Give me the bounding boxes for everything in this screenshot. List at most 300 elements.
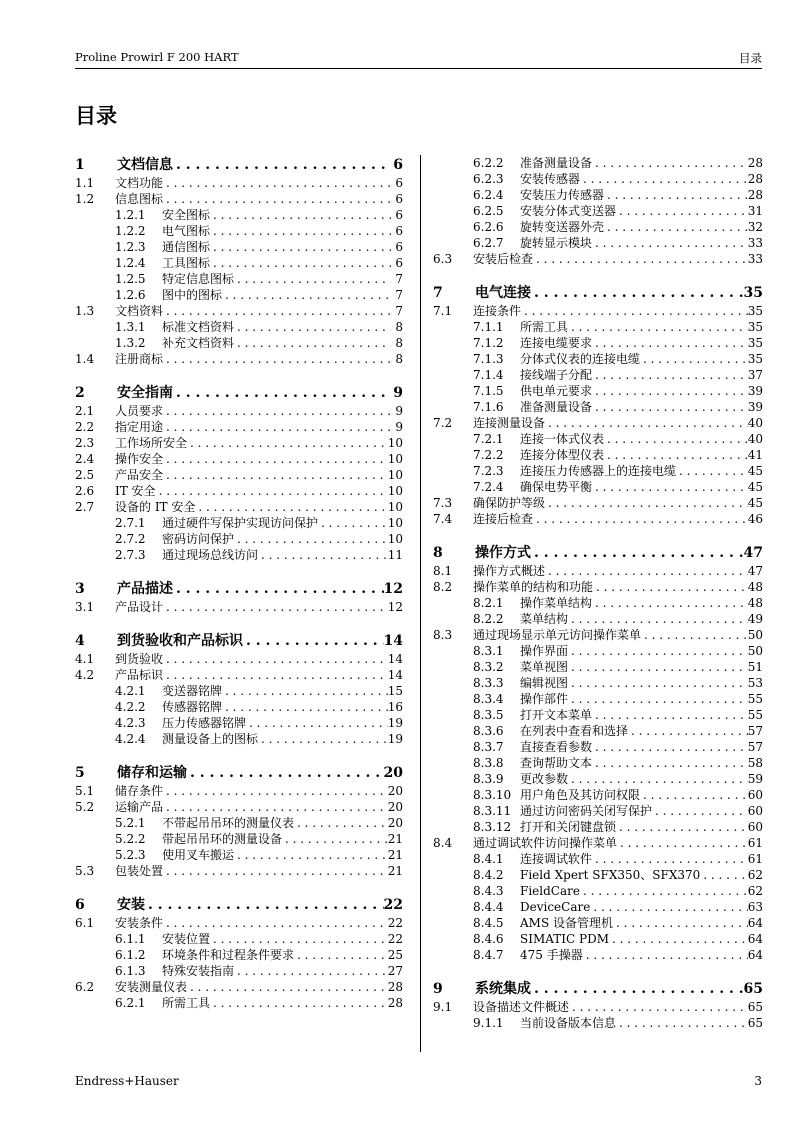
toc-entry-title: 用户角色及其访问权限 bbox=[520, 788, 641, 802]
toc-entry-page: 35 bbox=[747, 304, 763, 318]
toc-subsection-entry[interactable] bbox=[75, 207, 403, 223]
toc-entry-title: 运输产品 bbox=[115, 800, 164, 814]
toc-entry-title: 通过访问密码关闭写保护 bbox=[520, 804, 653, 818]
toc-subsection-entry[interactable] bbox=[433, 447, 763, 463]
toc-entry-line bbox=[520, 803, 763, 819]
toc-subsection-entry[interactable] bbox=[75, 699, 403, 715]
toc-entry-title: 连接后检查 bbox=[473, 512, 534, 526]
toc-entry-line bbox=[162, 715, 403, 731]
toc-subsection-entry[interactable] bbox=[433, 867, 763, 883]
toc-subsection-entry[interactable] bbox=[433, 319, 763, 335]
toc-section-entry[interactable] bbox=[433, 511, 763, 527]
toc-entry-page: 55 bbox=[747, 692, 763, 706]
toc-subsection-entry[interactable] bbox=[433, 479, 763, 495]
toc-entry-number: 4.2.1 bbox=[115, 684, 146, 698]
toc-dot-leader bbox=[210, 207, 391, 223]
toc-entry-number: 8.3.12 bbox=[473, 820, 512, 834]
toc-entry-page: 65 bbox=[743, 981, 763, 997]
toc-entry-page: 49 bbox=[747, 612, 763, 626]
toc-entry-page: 63 bbox=[747, 900, 763, 914]
toc-chapter-entry[interactable] bbox=[75, 895, 403, 915]
toc-section-entry[interactable] bbox=[75, 483, 403, 499]
toc-entry-page: 14 bbox=[383, 633, 403, 649]
toc-entry-page: 8 bbox=[395, 320, 403, 334]
toc-section-entry[interactable] bbox=[75, 499, 403, 515]
toc-section-entry[interactable] bbox=[75, 467, 403, 483]
toc-entry-number: 2.6 bbox=[75, 484, 95, 498]
toc-entry-page: 22 bbox=[383, 897, 403, 913]
toc-entry-title: 准备测量设备 bbox=[520, 400, 593, 414]
toc-spacer bbox=[75, 563, 403, 579]
toc-entry-number: 1.3.2 bbox=[115, 336, 146, 350]
toc-entry-title: 准备测量设备 bbox=[520, 156, 593, 170]
toc-subsection-entry[interactable] bbox=[75, 947, 403, 963]
toc-entry-page: 10 bbox=[387, 516, 403, 530]
toc-subsection-entry[interactable] bbox=[75, 931, 403, 947]
toc-entry-number: 1.3.1 bbox=[115, 320, 146, 334]
toc-entry-page: 62 bbox=[747, 868, 763, 882]
toc-entry-page: 46 bbox=[747, 512, 763, 526]
toc-entry-line bbox=[117, 763, 403, 783]
toc-section-entry[interactable] bbox=[75, 915, 403, 931]
toc-dot-leader bbox=[163, 175, 391, 191]
toc-subsection-entry[interactable] bbox=[75, 287, 403, 303]
toc-subsection-entry[interactable] bbox=[75, 515, 403, 531]
toc-entry-title: 储存和运输 bbox=[117, 765, 187, 781]
toc-dot-leader bbox=[234, 531, 388, 547]
toc-dot-leader bbox=[173, 579, 384, 599]
toc-subsection-entry[interactable] bbox=[433, 803, 763, 819]
toc-entry-page: 62 bbox=[747, 884, 763, 898]
toc-entry-line bbox=[520, 367, 763, 383]
toc-entry-line bbox=[520, 739, 763, 755]
toc-entry-number: 6.2.3 bbox=[473, 172, 504, 186]
toc-entry-line bbox=[520, 707, 763, 723]
toc-entry-number: 8.3.5 bbox=[473, 708, 504, 722]
toc-dot-leader bbox=[187, 435, 388, 451]
toc-dot-leader bbox=[568, 643, 748, 659]
toc-entry-line bbox=[115, 499, 403, 515]
toc-entry-page: 25 bbox=[387, 948, 403, 962]
toc-entry-title: 所需工具 bbox=[520, 320, 569, 334]
toc-dot-leader bbox=[258, 547, 388, 563]
toc-subsection-entry[interactable] bbox=[433, 883, 763, 899]
toc-subsection-entry[interactable] bbox=[433, 691, 763, 707]
toc-entry-number: 7.2.3 bbox=[473, 464, 504, 478]
toc-entry-number: 7.1.6 bbox=[473, 400, 504, 414]
toc-chapter-entry[interactable] bbox=[75, 155, 403, 175]
toc-entry-line bbox=[473, 495, 763, 511]
toc-entry-line bbox=[162, 207, 403, 223]
toc-entry-page: 35 bbox=[747, 336, 763, 350]
toc-entry-number: 8.4.3 bbox=[473, 884, 504, 898]
toc-dot-leader bbox=[210, 995, 388, 1011]
toc-entry-page: 41 bbox=[747, 448, 763, 462]
toc-entry-line bbox=[520, 351, 763, 367]
toc-dot-leader bbox=[163, 599, 388, 615]
toc-subsection-entry[interactable] bbox=[75, 319, 403, 335]
toc-section-entry[interactable] bbox=[75, 863, 403, 879]
toc-entry-line bbox=[162, 847, 403, 863]
toc-subsection-entry[interactable] bbox=[433, 787, 763, 803]
toc-subsection-entry[interactable] bbox=[433, 219, 763, 235]
toc-entry-number: 8.3.8 bbox=[473, 756, 504, 770]
toc-subsection-entry[interactable] bbox=[75, 715, 403, 731]
toc-section-entry[interactable] bbox=[75, 783, 403, 799]
toc-chapter-entry[interactable] bbox=[433, 979, 763, 999]
toc-entry-title: 传感器铭牌 bbox=[162, 700, 223, 714]
toc-entry-page: 64 bbox=[747, 916, 763, 930]
toc-dot-leader bbox=[163, 783, 388, 799]
toc-dot-leader bbox=[258, 731, 388, 747]
toc-subsection-entry[interactable] bbox=[433, 707, 763, 723]
toc-entry-title: 系统集成 bbox=[475, 981, 531, 997]
toc-entry-line bbox=[115, 783, 403, 799]
toc-section-entry[interactable] bbox=[75, 451, 403, 467]
toc-entry-title: Field Xpert SFX350、SFX370 bbox=[520, 868, 701, 882]
toc-subsection-entry[interactable] bbox=[433, 755, 763, 771]
toc-entry-title: 操作部件 bbox=[520, 692, 569, 706]
toc-entry-page: 37 bbox=[747, 368, 763, 382]
toc-entry-line bbox=[162, 815, 403, 831]
toc-subsection-entry[interactable] bbox=[75, 995, 403, 1011]
toc-section-entry[interactable] bbox=[75, 303, 403, 319]
toc-entry-page: 14 bbox=[387, 652, 403, 666]
toc-dot-leader bbox=[568, 675, 748, 691]
toc-dot-leader bbox=[609, 931, 748, 947]
toc-entry-line bbox=[520, 155, 763, 171]
toc-entry-number: 6.2.1 bbox=[115, 996, 146, 1010]
toc-section-entry[interactable] bbox=[433, 251, 763, 267]
toc-entry-title: 人员要求 bbox=[115, 404, 164, 418]
toc-section-entry[interactable] bbox=[75, 799, 403, 815]
toc-subsection-entry[interactable] bbox=[433, 383, 763, 399]
toc-subsection-entry[interactable] bbox=[433, 155, 763, 171]
toc-entry-number: 7.2.2 bbox=[473, 448, 504, 462]
toc-entry-line bbox=[115, 667, 403, 683]
toc-spacer bbox=[75, 367, 403, 383]
toc-entry-line bbox=[520, 335, 763, 351]
toc-entry-line bbox=[520, 899, 763, 915]
column-divider bbox=[420, 155, 421, 1052]
toc-section-entry[interactable] bbox=[75, 435, 403, 451]
toc-section-entry[interactable] bbox=[433, 415, 763, 431]
toc-section-entry[interactable] bbox=[75, 191, 403, 207]
toc-chapter-entry[interactable] bbox=[75, 383, 403, 403]
toc-entry-title: 通过调试软件访问操作菜单 bbox=[473, 836, 618, 850]
toc-entry-title: 安装位置 bbox=[162, 932, 211, 946]
toc-subsection-entry[interactable] bbox=[433, 899, 763, 915]
toc-subsection-entry[interactable] bbox=[433, 235, 763, 251]
toc-entry-title: DeviceCare bbox=[520, 900, 591, 914]
toc-entry-title: 操作方式 bbox=[475, 545, 531, 561]
toc-subsection-entry[interactable] bbox=[433, 659, 763, 675]
toc-entry-page: 16 bbox=[387, 700, 403, 714]
toc-entry-number: 7.1.5 bbox=[473, 384, 504, 398]
toc-entry-number: 8.4.1 bbox=[473, 852, 504, 866]
toc-entry-title: 查询帮助文本 bbox=[520, 756, 593, 770]
toc-dot-leader bbox=[521, 303, 748, 319]
toc-subsection-entry[interactable] bbox=[433, 171, 763, 187]
toc-entry-page: 10 bbox=[387, 436, 403, 450]
toc-entry-title: 连接电缆要求 bbox=[520, 336, 593, 350]
toc-entry-page: 6 bbox=[395, 240, 403, 254]
toc-subsection-entry[interactable] bbox=[75, 531, 403, 547]
toc-subsection-entry[interactable] bbox=[433, 771, 763, 787]
toc-section-entry[interactable] bbox=[433, 627, 763, 643]
toc-entry-page: 12 bbox=[383, 581, 403, 597]
toc-entry-number: 8.3.1 bbox=[473, 644, 504, 658]
toc-dot-leader bbox=[592, 707, 748, 723]
toc-spacer bbox=[75, 747, 403, 763]
toc-subsection-entry[interactable] bbox=[433, 947, 763, 963]
toc-entry-line bbox=[117, 155, 403, 175]
toc-subsection-entry[interactable] bbox=[433, 399, 763, 415]
toc-entry-number: 6.2 bbox=[75, 980, 95, 994]
toc-entry-title: 不带起吊吊环的测量仪表 bbox=[162, 816, 295, 830]
toc-chapter-entry[interactable] bbox=[75, 631, 403, 651]
toc-dot-leader bbox=[592, 595, 748, 611]
toc-entry-number: 8.3.10 bbox=[473, 788, 512, 802]
toc-entry-number: 2.3 bbox=[75, 436, 95, 450]
toc-subsection-entry[interactable] bbox=[433, 335, 763, 351]
toc-section-entry[interactable] bbox=[75, 979, 403, 995]
toc-entry-page: 10 bbox=[387, 484, 403, 498]
toc-entry-line bbox=[162, 335, 403, 351]
toc-subsection-entry[interactable] bbox=[75, 815, 403, 831]
toc-entry-number: 7 bbox=[433, 285, 443, 301]
toc-dot-leader bbox=[592, 739, 748, 755]
toc-dot-leader bbox=[145, 895, 384, 915]
toc-entry-number: 8.3.4 bbox=[473, 692, 504, 706]
toc-entry-number: 5.2.1 bbox=[115, 816, 146, 830]
toc-entry-title: 接线端子分配 bbox=[520, 368, 593, 382]
toc-entry-title: 通过硬件写保护实现访问保护 bbox=[162, 516, 319, 530]
toc-chapter-entry[interactable] bbox=[433, 543, 763, 563]
toc-section-entry[interactable] bbox=[75, 175, 403, 191]
toc-entry-title: 旋转变送器外壳 bbox=[520, 220, 605, 234]
toc-dot-leader bbox=[700, 867, 747, 883]
toc-subsection-entry[interactable] bbox=[433, 463, 763, 479]
toc-entry-page: 57 bbox=[747, 740, 763, 754]
toc-dot-leader bbox=[592, 383, 748, 399]
toc-subsection-entry[interactable] bbox=[433, 723, 763, 739]
toc-entry-line bbox=[473, 579, 763, 595]
toc-entry-line bbox=[162, 239, 403, 255]
toc-entry-page: 8 bbox=[395, 352, 403, 366]
toc-section-entry[interactable] bbox=[75, 651, 403, 667]
toc-entry-line bbox=[520, 1015, 763, 1031]
toc-entry-line bbox=[162, 683, 403, 699]
toc-entry-title: 连接条件 bbox=[473, 304, 522, 318]
toc-entry-page: 19 bbox=[387, 732, 403, 746]
toc-entry-number: 8.4.6 bbox=[473, 932, 504, 946]
toc-subsection-entry[interactable] bbox=[433, 351, 763, 367]
toc-dot-leader bbox=[210, 239, 391, 255]
toc-subsection-entry[interactable] bbox=[433, 643, 763, 659]
toc-dot-leader bbox=[234, 271, 391, 287]
toc-entry-number: 4 bbox=[75, 633, 85, 649]
toc-subsection-entry[interactable] bbox=[433, 203, 763, 219]
toc-entry-page: 21 bbox=[387, 832, 403, 846]
toc-dot-leader bbox=[156, 483, 388, 499]
toc-entry-title: IT 安全 bbox=[115, 484, 156, 498]
toc-dot-leader bbox=[592, 335, 748, 351]
toc-entry-line bbox=[473, 999, 763, 1015]
toc-entry-number: 1.2 bbox=[75, 192, 95, 206]
toc-entry-title: 操作界面 bbox=[520, 644, 569, 658]
toc-entry-line bbox=[162, 831, 403, 847]
toc-entry-line bbox=[115, 303, 403, 319]
toc-section-entry[interactable] bbox=[75, 351, 403, 367]
toc-entry-line bbox=[520, 771, 763, 787]
toc-entry-page: 50 bbox=[747, 628, 763, 642]
toc-dot-leader bbox=[640, 351, 748, 367]
toc-chapter-entry[interactable] bbox=[433, 283, 763, 303]
toc-section-entry[interactable] bbox=[433, 999, 763, 1015]
toc-entry-title: 工作场所安全 bbox=[115, 436, 188, 450]
toc-dot-leader bbox=[210, 223, 391, 239]
toc-subsection-entry[interactable] bbox=[433, 675, 763, 691]
toc-entry-line bbox=[473, 627, 763, 643]
toc-subsection-entry[interactable] bbox=[433, 819, 763, 835]
toc-entry-line bbox=[115, 483, 403, 499]
toc-entry-line bbox=[162, 995, 403, 1011]
toc-entry-page: 6 bbox=[395, 208, 403, 222]
toc-spacer bbox=[433, 267, 763, 283]
toc-entry-title: AMS 设备管理机 bbox=[520, 916, 613, 930]
toc-dot-leader bbox=[246, 715, 388, 731]
toc-entry-number: 8.2.2 bbox=[473, 612, 504, 626]
toc-subsection-entry[interactable] bbox=[75, 255, 403, 271]
toc-dot-leader bbox=[568, 771, 748, 787]
toc-entry-line bbox=[520, 819, 763, 835]
toc-subsection-entry[interactable] bbox=[75, 731, 403, 747]
toc-entry-title: 文档功能 bbox=[115, 176, 164, 190]
toc-subsection-entry[interactable] bbox=[433, 915, 763, 931]
toc-entry-line bbox=[115, 599, 403, 615]
toc-chapter-entry[interactable] bbox=[75, 579, 403, 599]
toc-entry-title: 在列表中查看和选择 bbox=[520, 724, 629, 738]
toc-subsection-entry[interactable] bbox=[433, 1015, 763, 1031]
toc-subsection-entry[interactable] bbox=[75, 847, 403, 863]
toc-entry-page: 60 bbox=[747, 804, 763, 818]
toc-entry-title: 分体式仪表的连接电缆 bbox=[520, 352, 641, 366]
toc-entry-line bbox=[520, 691, 763, 707]
toc-entry-title: 产品安全 bbox=[115, 468, 164, 482]
toc-entry-title: 特殊安装指南 bbox=[162, 964, 235, 978]
toc-entry-line bbox=[115, 191, 403, 207]
toc-section-entry[interactable] bbox=[433, 579, 763, 595]
toc-dot-leader bbox=[531, 283, 744, 303]
toc-dot-leader bbox=[163, 303, 391, 319]
toc-entry-line bbox=[473, 563, 763, 579]
toc-dot-leader bbox=[163, 403, 391, 419]
toc-section-entry[interactable] bbox=[433, 563, 763, 579]
toc-subsection-entry[interactable] bbox=[433, 611, 763, 627]
toc-entry-number: 8.1 bbox=[433, 564, 453, 578]
toc-entry-line bbox=[520, 479, 763, 495]
toc-dot-leader bbox=[616, 1015, 748, 1031]
toc-entry-page: 60 bbox=[747, 820, 763, 834]
toc-entry-page: 28 bbox=[387, 996, 403, 1010]
toc-entry-line bbox=[520, 235, 763, 251]
toc-entry-line bbox=[115, 419, 403, 435]
toc-subsection-entry[interactable] bbox=[433, 739, 763, 755]
toc-section-entry[interactable] bbox=[75, 403, 403, 419]
toc-section-entry[interactable] bbox=[75, 419, 403, 435]
toc-entry-number: 6.1.3 bbox=[115, 964, 146, 978]
toc-section-entry[interactable] bbox=[433, 835, 763, 851]
toc-subsection-entry[interactable] bbox=[433, 431, 763, 447]
toc-dot-leader bbox=[163, 419, 391, 435]
toc-section-entry[interactable] bbox=[75, 599, 403, 615]
toc-entry-number: 8.3.9 bbox=[473, 772, 504, 786]
toc-entry-line bbox=[520, 883, 763, 899]
toc-dot-leader bbox=[163, 915, 388, 931]
toc-entry-number: 4.2 bbox=[75, 668, 95, 682]
toc-entry-number: 7.4 bbox=[433, 512, 453, 526]
toc-dot-leader bbox=[580, 883, 748, 899]
toc-dot-leader bbox=[616, 819, 748, 835]
toc-entry-line bbox=[115, 175, 403, 191]
header-section-name: 目录 bbox=[739, 51, 762, 65]
toc-subsection-entry[interactable] bbox=[75, 271, 403, 287]
toc-entry-title: 通过现场总线访问 bbox=[162, 548, 259, 562]
toc-entry-line bbox=[475, 543, 763, 563]
toc-subsection-entry[interactable] bbox=[433, 367, 763, 383]
toc-entry-number: 7.1.2 bbox=[473, 336, 504, 350]
toc-subsection-entry[interactable] bbox=[433, 851, 763, 867]
toc-subsection-entry[interactable] bbox=[75, 683, 403, 699]
toc-section-entry[interactable] bbox=[433, 303, 763, 319]
toc-entry-page: 28 bbox=[387, 980, 403, 994]
toc-subsection-entry[interactable] bbox=[75, 223, 403, 239]
toc-entry-page: 28 bbox=[747, 172, 763, 186]
toc-chapter-entry[interactable] bbox=[75, 763, 403, 783]
toc-entry-number: 1.2.2 bbox=[115, 224, 146, 238]
toc-section-entry[interactable] bbox=[433, 495, 763, 511]
toc-entry-page: 12 bbox=[387, 600, 403, 614]
toc-subsection-entry[interactable] bbox=[433, 187, 763, 203]
toc-column-right bbox=[433, 155, 763, 1031]
toc-entry-page: 50 bbox=[747, 644, 763, 658]
toc-dot-leader bbox=[568, 319, 748, 335]
toc-entry-title: 当前设备版本信息 bbox=[520, 1016, 617, 1030]
toc-entry-number: 8.4 bbox=[433, 836, 453, 850]
toc-section-entry[interactable] bbox=[75, 667, 403, 683]
toc-entry-title: 旋转显示模块 bbox=[520, 236, 593, 250]
toc-entry-page: 45 bbox=[747, 480, 763, 494]
toc-dot-leader bbox=[592, 755, 748, 771]
toc-subsection-entry[interactable] bbox=[75, 335, 403, 351]
toc-subsection-entry[interactable] bbox=[75, 963, 403, 979]
toc-subsection-entry[interactable] bbox=[433, 931, 763, 947]
toc-entry-page: 9 bbox=[395, 420, 403, 434]
toc-entry-title: 连接分体型仪表 bbox=[520, 448, 605, 462]
toc-subsection-entry[interactable] bbox=[75, 831, 403, 847]
toc-dot-leader bbox=[163, 451, 388, 467]
toc-entry-number: 8.3.6 bbox=[473, 724, 504, 738]
toc-subsection-entry[interactable] bbox=[75, 239, 403, 255]
toc-entry-title: 连接测量设备 bbox=[473, 416, 546, 430]
toc-subsection-entry[interactable] bbox=[75, 547, 403, 563]
toc-entry-title: SIMATIC PDM bbox=[520, 932, 609, 946]
toc-entry-page: 64 bbox=[747, 932, 763, 946]
toc-subsection-entry[interactable] bbox=[433, 595, 763, 611]
toc-entry-number: 1.2.3 bbox=[115, 240, 146, 254]
toc-entry-line bbox=[162, 699, 403, 715]
